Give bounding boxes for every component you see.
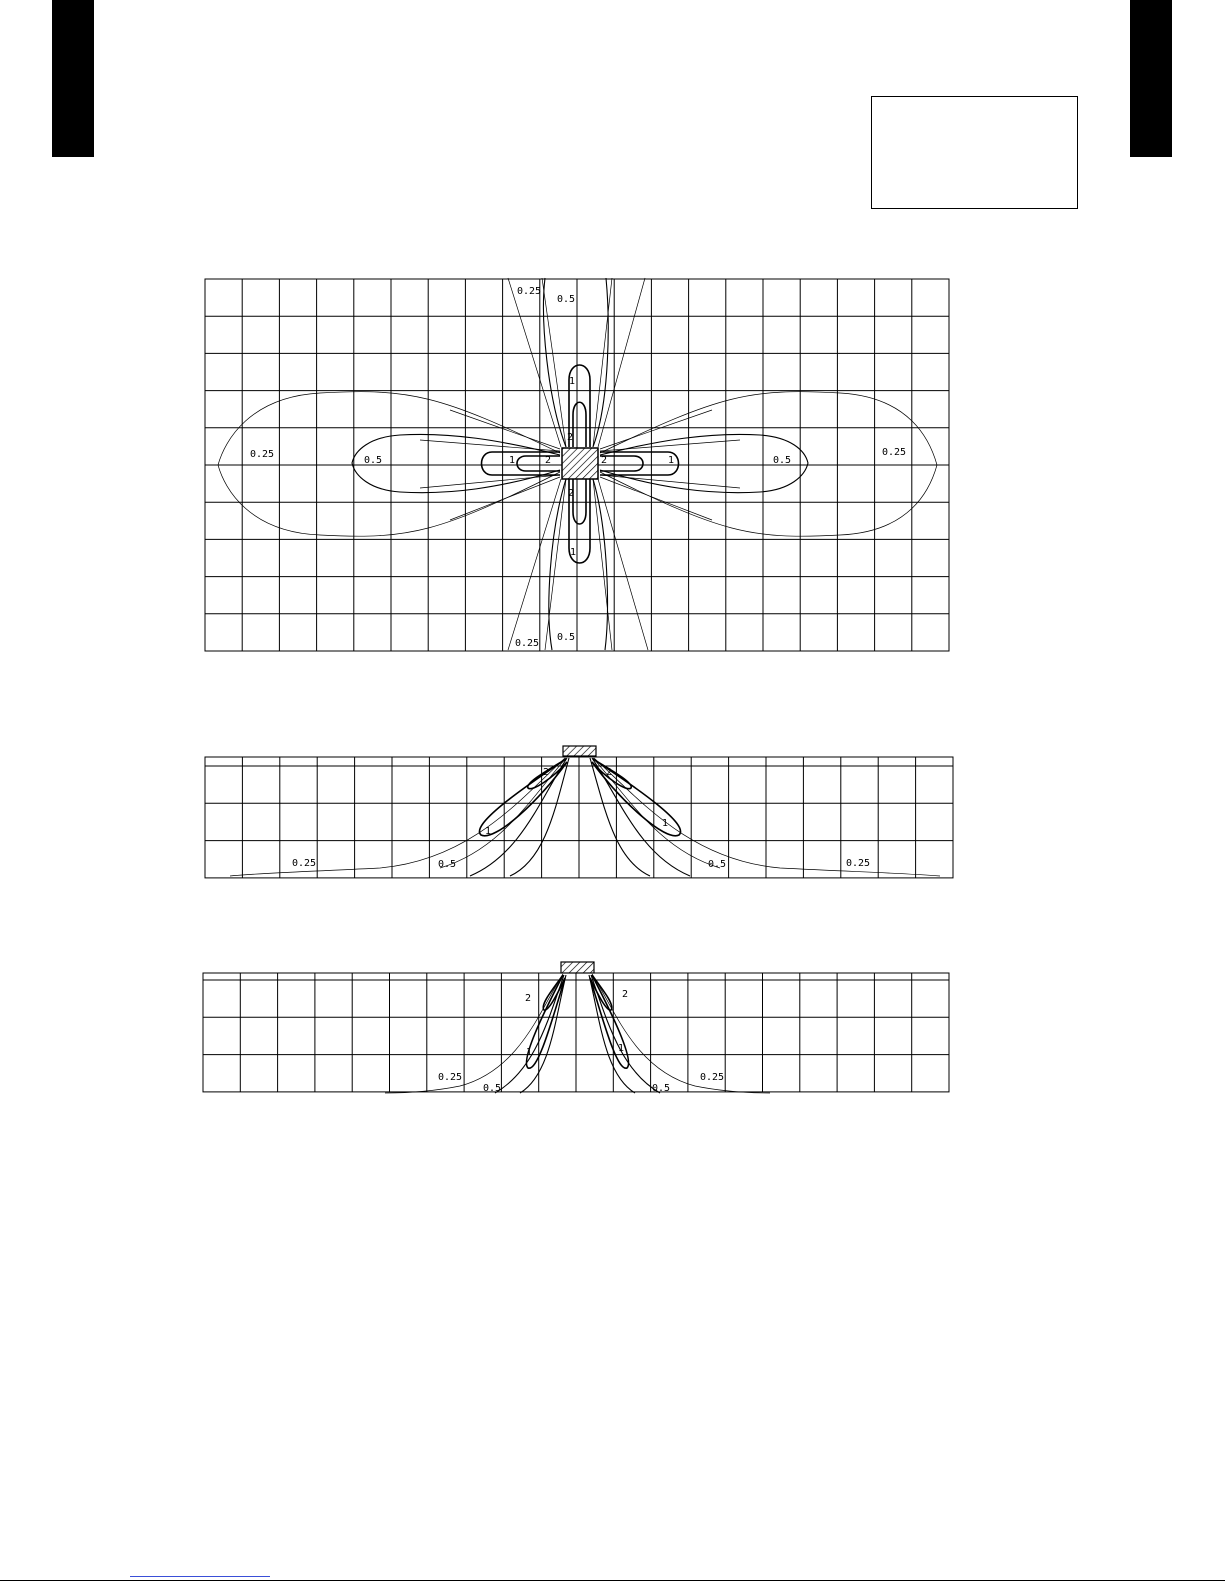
contour-025-bottom (508, 479, 648, 650)
indoor-unit-side-2 (561, 962, 594, 973)
footer-rule (0, 1580, 1225, 1581)
label-right-05: 0.5 (773, 455, 792, 466)
label-top-05: 0.5 (557, 294, 576, 305)
s2-label-l1: 1 (526, 1047, 533, 1058)
s2-label-l05: 0.5 (483, 1083, 502, 1094)
label-left-025: 0.25 (250, 449, 275, 460)
s1-label-r025: 0.25 (846, 858, 871, 869)
label-top-025: 0.25 (517, 286, 542, 297)
side-view-2-grid (203, 973, 949, 1092)
label-left-1: 1 (509, 455, 516, 466)
s2-label-l025: 0.25 (438, 1072, 463, 1083)
s1-label-r2: 2 (606, 767, 613, 778)
label-left-2: 2 (545, 455, 552, 466)
indoor-unit-side-1 (563, 746, 596, 756)
side-view-1-grid (205, 757, 953, 878)
contour-025-right (600, 392, 937, 537)
s1-label-l025: 0.25 (292, 858, 317, 869)
label-bottom-05: 0.5 (557, 632, 576, 643)
s2-label-r025: 0.25 (700, 1072, 725, 1083)
label-top-1: 1 (569, 376, 576, 387)
s1-label-r05: 0.5 (708, 859, 727, 870)
s2-label-r2: 2 (622, 989, 629, 1000)
s1-label-r1: 1 (662, 818, 669, 829)
s2-label-r05: 0.5 (652, 1083, 671, 1094)
label-top-2: 2 (567, 432, 574, 443)
s1-label-l1: 1 (485, 826, 492, 837)
s2-contour-025-right (592, 974, 770, 1093)
label-right-1: 1 (668, 455, 675, 466)
plan-view (205, 278, 949, 651)
s1-label-l2: 2 (543, 767, 550, 778)
label-bottom-2: 2 (568, 488, 575, 499)
label-bottom-1: 1 (570, 547, 577, 558)
side-view-1-contours (230, 758, 940, 876)
contour-2-top (573, 402, 586, 447)
side-view-1-labels (292, 767, 870, 870)
s1-label-l05: 0.5 (438, 859, 457, 870)
side-view-1 (205, 746, 953, 878)
contour-2-bottom (573, 479, 586, 524)
label-bottom-025: 0.25 (515, 638, 540, 649)
s2-label-r1: 1 (618, 1043, 625, 1054)
s1-contour-025-right (594, 758, 940, 876)
contour-05-bottom (549, 479, 608, 650)
label-right-2: 2 (601, 455, 608, 466)
label-left-05: 0.5 (364, 455, 383, 466)
contour-2-left (517, 456, 560, 471)
s2-label-l2: 2 (525, 993, 532, 1004)
indoor-unit-plan (562, 448, 598, 479)
footer-link-underline[interactable] (130, 1576, 270, 1577)
label-right-025: 0.25 (882, 447, 907, 458)
s2-contour-025-left (385, 974, 563, 1093)
side-view-2 (203, 962, 949, 1094)
